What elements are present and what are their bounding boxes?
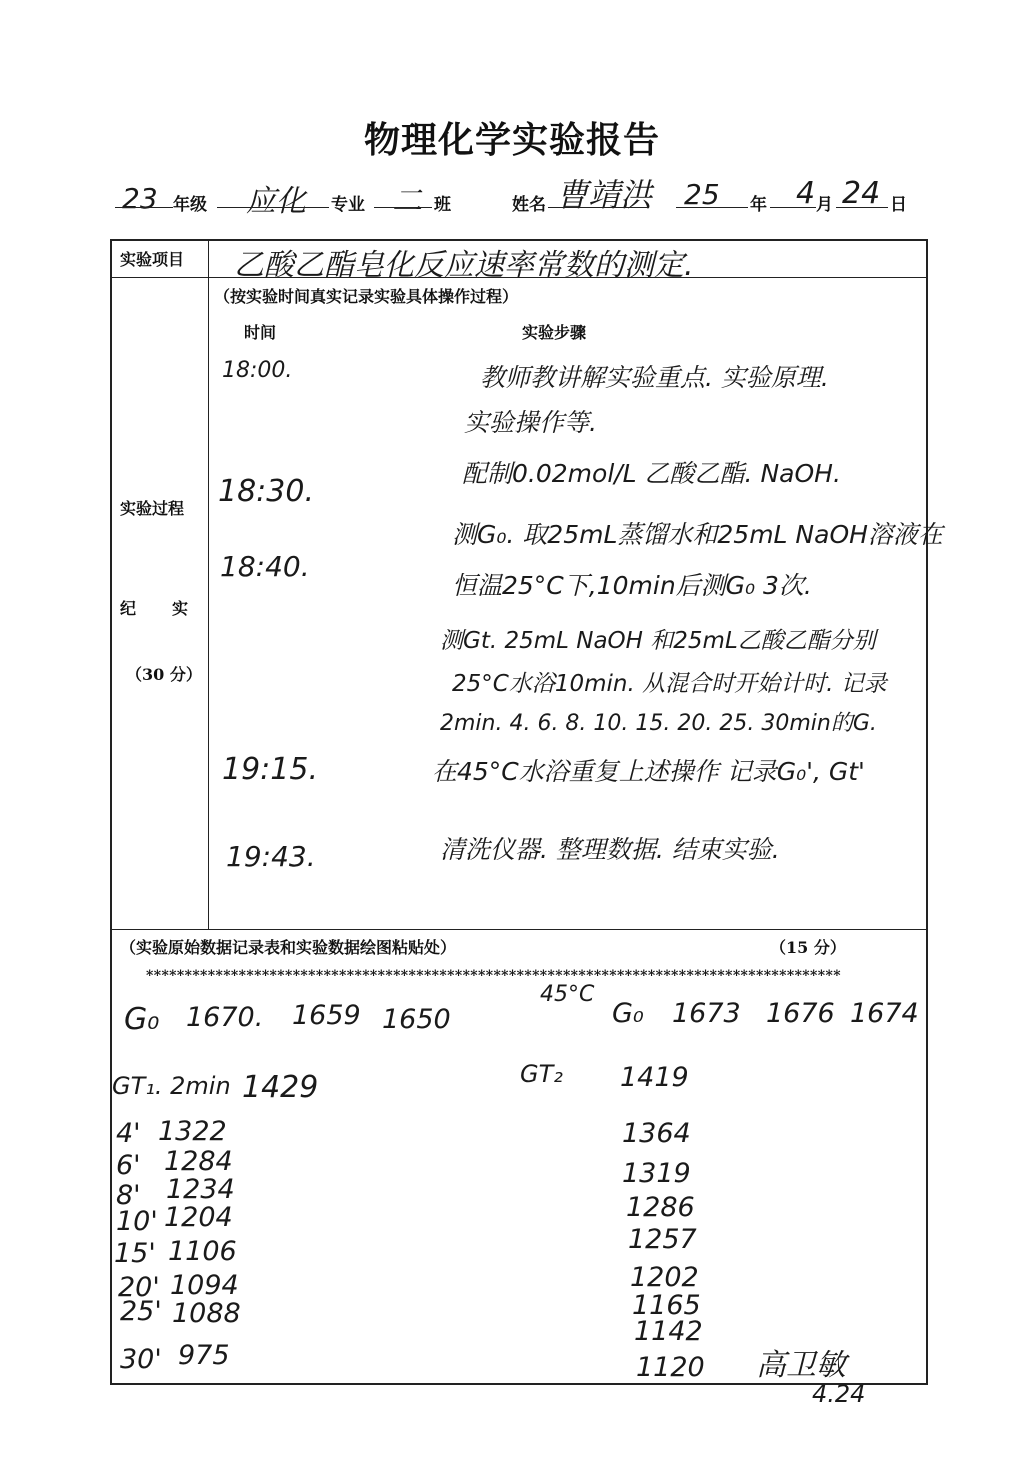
gt1-value: 1204: [164, 1202, 233, 1233]
name-label: 姓名: [512, 195, 546, 215]
entry-step-line: 25°C水浴10min. 从混合时开始计时. 记录: [452, 671, 887, 697]
class-value: 二: [392, 184, 422, 219]
gt2-value: 1319: [622, 1158, 691, 1189]
gt2-label: GT₂: [520, 1060, 563, 1088]
day-label: 日: [890, 195, 907, 215]
gt1-time: 8': [116, 1180, 141, 1211]
month-label: 月: [816, 195, 833, 215]
entry-step-line: 测Gt. 25mL NaOH 和25mL乙酸乙酯分别: [440, 628, 876, 654]
gt1-label: GT₁. 2min: [112, 1072, 231, 1100]
class-underline: [374, 207, 432, 208]
gt1-time: 20': [118, 1272, 160, 1303]
entry-step-line: 测G₀. 取25mL蒸馏水和25mL NaOH溶液在: [452, 520, 943, 549]
day-underline: [836, 207, 888, 208]
entry-step-line: 清洗仪器. 整理数据. 结束实验.: [440, 835, 780, 864]
gt2-value: 1165: [632, 1290, 701, 1321]
entry-step-line: 恒温25°C下,10min后测G₀ 3次.: [452, 571, 812, 600]
g0-value: 1659: [292, 1000, 361, 1031]
process-label-ji: 纪: [120, 599, 137, 618]
entry-step-line: 配制0.02mol/L 乙酸乙酯. NaOH.: [462, 459, 841, 488]
gt2-value: 1142: [634, 1316, 703, 1347]
grade-underline: [115, 207, 173, 208]
g0-value: 1670.: [186, 1002, 264, 1033]
gt1-time: 6': [116, 1150, 141, 1181]
gt1-value: 1088: [172, 1298, 241, 1329]
temperature-45: 45°C: [540, 982, 595, 1007]
teacher-signature: 高卫敏: [756, 1348, 846, 1383]
gt2-value: 1202: [630, 1262, 699, 1293]
experiment-item-label: 实验项目: [120, 250, 185, 269]
gt2-value: 1257: [628, 1224, 697, 1255]
report-title: 物理化学实验报告: [363, 119, 660, 161]
month-underline: [770, 207, 816, 208]
gt1-time: 4': [116, 1118, 141, 1149]
year-label: 年: [750, 195, 767, 215]
process-score: （30 分）: [126, 665, 202, 684]
name-value: 曹靖洪: [556, 176, 653, 214]
entry-time: 19:43.: [226, 840, 316, 873]
raw-data-score: （15 分）: [770, 938, 846, 957]
grade-label: 年级: [173, 195, 207, 215]
entry-time: 18:40.: [220, 550, 310, 583]
gt1-value: 1106: [168, 1236, 237, 1267]
major-underline: [217, 207, 329, 208]
grade-value: 23: [122, 182, 158, 215]
entry-time: 19:15.: [222, 752, 318, 787]
raw-data-note: （实验原始数据记录表和实验数据绘图粘贴处）: [120, 938, 457, 957]
gt2-value: 1419: [620, 1062, 689, 1093]
gt1-value: 1284: [164, 1146, 233, 1177]
experiment-item-value: 乙酸乙酯皂化反应速率常数的测定.: [234, 248, 694, 283]
g0-45-value: 1674: [850, 998, 919, 1029]
name-underline: [548, 207, 648, 208]
signature-date: 4.24: [812, 1380, 866, 1408]
g0-45-label: G₀: [612, 998, 644, 1029]
entry-step-line: 教师教讲解实验重点. 实验原理.: [480, 363, 829, 392]
g0-value: 1650: [382, 1004, 451, 1035]
column-divider: [208, 239, 209, 929]
gt1-value: 1322: [158, 1116, 227, 1147]
process-label-shi: 实: [172, 599, 189, 618]
month-value: 4: [796, 176, 816, 211]
gt1-first-value: 1429: [242, 1070, 319, 1105]
gt1-time: 10': [116, 1206, 158, 1237]
gt2-value: 1364: [622, 1118, 691, 1149]
day-value: 24: [842, 176, 881, 211]
g0-45-value: 1673: [672, 998, 741, 1029]
entry-step-line: 2min. 4. 6. 8. 10. 15. 20. 25. 30min的G.: [440, 711, 877, 736]
star-divider: ******************************************************************************************: [146, 968, 841, 984]
gt2-value: 1120: [636, 1352, 705, 1383]
time-header: 时间: [244, 323, 277, 342]
gt1-time: 30': [120, 1344, 162, 1375]
gt1-time: 15': [114, 1238, 156, 1269]
gt1-time: 25': [120, 1296, 162, 1327]
gt2-value: 1286: [626, 1192, 695, 1223]
steps-header: 实验步骤: [522, 323, 587, 342]
g0-45-value: 1676: [766, 998, 835, 1029]
entry-step-line: 实验操作等.: [464, 408, 597, 437]
class-label: 班: [434, 195, 451, 215]
year-value: 25: [684, 178, 720, 211]
entry-time: 18:30.: [218, 474, 314, 509]
gt1-value: 1094: [170, 1270, 239, 1301]
major-label: 专业: [331, 195, 365, 215]
major-value: 应化: [246, 184, 306, 219]
g0-label: G₀: [124, 1002, 160, 1037]
process-note: （按实验时间真实记录实验具体操作过程）: [214, 287, 519, 306]
entry-step-line: 在45°C水浴重复上述操作 记录G₀', Gt': [432, 757, 865, 786]
process-label: 实验过程: [120, 499, 185, 518]
year-underline: [676, 207, 748, 208]
row-divider-process: [110, 929, 928, 930]
gt1-value: 975: [178, 1340, 230, 1371]
gt1-value: 1234: [166, 1174, 235, 1205]
entry-time: 18:00.: [222, 358, 293, 383]
